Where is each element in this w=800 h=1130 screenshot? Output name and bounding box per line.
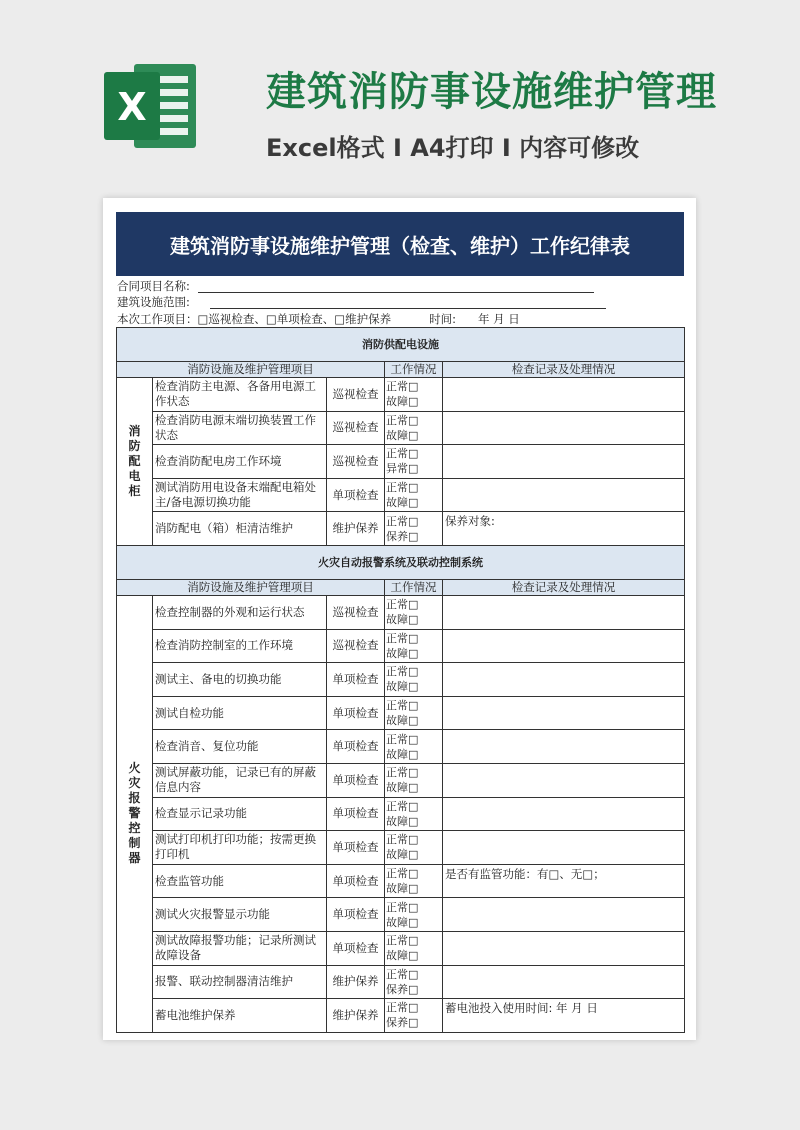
banner-subtitle: Excel格式 I A4打印 I 内容可修改 [266, 134, 640, 162]
check-type-cell: 单项检查 [327, 797, 385, 831]
item-cell: 检查消防主电源、各备用电源工作状态 [153, 378, 327, 412]
status-cell [385, 797, 443, 831]
table-row [117, 763, 685, 797]
check-type-cell: 单项检查 [327, 696, 385, 730]
column-header-row [117, 579, 685, 595]
status-option-2[interactable]: 异常□ [386, 462, 419, 476]
status-option-2[interactable]: 故障□ [386, 680, 419, 694]
item-cell: 测试火灾报警显示功能 [153, 898, 327, 932]
column-header-row [117, 362, 685, 378]
record-cell[interactable] [443, 445, 685, 479]
table-row [117, 595, 685, 629]
status-cell [385, 898, 443, 932]
status-cell [385, 595, 443, 629]
section-header-row [117, 328, 685, 362]
record-cell[interactable] [443, 629, 685, 663]
table-row [117, 512, 685, 546]
item-cell: 检查监管功能 [153, 864, 327, 898]
status-option-1[interactable]: 正常□ [386, 766, 419, 780]
status-option-2[interactable]: 故障□ [386, 613, 419, 627]
status-option-2[interactable]: 故障□ [386, 646, 419, 660]
item-cell: 测试故障报警功能；记录所测试故障设备 [153, 931, 327, 965]
col-header-status: 工作情况 [385, 579, 443, 595]
table-row [117, 411, 685, 445]
item-cell: 检查消防控制室的工作环境 [153, 629, 327, 663]
check-type-cell: 巡视检查 [327, 445, 385, 479]
status-option-1[interactable]: 正常□ [386, 447, 419, 461]
table-row [117, 999, 685, 1033]
status-option-2[interactable]: 故障□ [386, 747, 419, 761]
status-cell [385, 931, 443, 965]
check-type-cell: 巡视检查 [327, 378, 385, 412]
table-row [117, 663, 685, 697]
record-cell[interactable] [443, 797, 685, 831]
item-cell: 测试屏蔽功能，记录已有的屏蔽信息内容 [153, 763, 327, 797]
status-option-1[interactable]: 正常□ [386, 699, 419, 713]
record-cell[interactable] [443, 763, 685, 797]
logo-letter: X [117, 85, 147, 129]
col-header-item: 消防设施及维护管理项目 [117, 362, 385, 378]
check-type-cell: 巡视检查 [327, 595, 385, 629]
status-option-1[interactable]: 正常□ [386, 665, 419, 679]
status-option-2[interactable]: 故障□ [386, 395, 419, 409]
status-cell [385, 999, 443, 1033]
status-cell [385, 965, 443, 999]
section-title: 火灾自动报警系统及联动控制系统 [117, 545, 685, 579]
category-cell [117, 595, 153, 1032]
table-row [117, 797, 685, 831]
record-cell[interactable]: 保养对象: [443, 512, 685, 546]
status-cell [385, 512, 443, 546]
item-cell: 测试消防用电设备末端配电箱处主/备电源切换功能 [153, 478, 327, 512]
record-cell[interactable]: 蓄电池投入使用时间: 年 月 日 [443, 999, 685, 1033]
record-cell[interactable] [443, 478, 685, 512]
check-type-cell: 巡视检查 [327, 629, 385, 663]
status-option-1[interactable]: 正常□ [386, 413, 419, 427]
status-cell [385, 696, 443, 730]
status-option-2[interactable]: 故障□ [386, 915, 419, 929]
table-row [117, 478, 685, 512]
status-option-2[interactable]: 保养□ [386, 529, 419, 543]
check-type-cell: 维护保养 [327, 512, 385, 546]
col-header-status: 工作情况 [385, 362, 443, 378]
status-option-2[interactable]: 故障□ [386, 496, 419, 510]
record-cell[interactable] [443, 411, 685, 445]
contract-label: 合同项目名称: [117, 279, 190, 293]
check-type-cell: 单项检查 [327, 763, 385, 797]
status-option-1[interactable]: 正常□ [386, 967, 419, 981]
item-cell: 消防配电（箱）柜清洁维护 [153, 512, 327, 546]
status-option-2[interactable]: 故障□ [386, 781, 419, 795]
item-cell: 测试自检功能 [153, 696, 327, 730]
record-cell[interactable] [443, 730, 685, 764]
record-cell[interactable] [443, 931, 685, 965]
table-row [117, 931, 685, 965]
status-option-1[interactable]: 正常□ [386, 598, 419, 612]
section-header-row [117, 545, 685, 579]
category-label: 消防配电柜 [128, 423, 141, 498]
table-row [117, 629, 685, 663]
status-cell [385, 864, 443, 898]
status-option-2[interactable]: 故障□ [386, 848, 419, 862]
record-cell[interactable]: 是否有监管功能：有□、无□； [443, 864, 685, 898]
record-cell[interactable] [443, 898, 685, 932]
record-cell[interactable] [443, 378, 685, 412]
table-row [117, 831, 685, 865]
check-type-cell: 单项检查 [327, 478, 385, 512]
inspection-table [116, 327, 685, 1033]
record-cell[interactable] [443, 965, 685, 999]
check-type-cell: 维护保养 [327, 999, 385, 1033]
status-cell [385, 478, 443, 512]
status-option-2[interactable]: 故障□ [386, 949, 419, 963]
table-row [117, 864, 685, 898]
category-label: 火灾报警控制器 [128, 761, 141, 866]
spreadsheet-page [103, 198, 696, 1040]
check-type-cell: 单项检查 [327, 663, 385, 697]
status-option-1[interactable]: 正常□ [386, 934, 419, 948]
item-cell: 检查消音、复位功能 [153, 730, 327, 764]
time-label: 时间: [429, 312, 456, 326]
meta-scope-row [117, 294, 606, 310]
banner-title: 建筑消防事设施维护管理 [266, 69, 717, 115]
time-ymd[interactable]: 年 月 日 [477, 312, 520, 326]
status-option-2[interactable]: 故障□ [386, 428, 419, 442]
scope-field[interactable] [210, 297, 606, 309]
status-cell [385, 831, 443, 865]
col-header-record: 检查记录及处理情况 [443, 579, 685, 595]
record-cell[interactable] [443, 663, 685, 697]
contract-field[interactable] [198, 281, 594, 293]
status-option-1[interactable]: 正常□ [386, 514, 419, 528]
status-cell [385, 629, 443, 663]
scope-label: 建筑设施范围: [117, 295, 190, 309]
status-cell [385, 445, 443, 479]
work-options[interactable]: □巡视检查、□单项检查、□维护保养 [197, 312, 392, 326]
meta-work-row [117, 311, 520, 327]
table-row [117, 378, 685, 412]
item-cell: 检查显示记录功能 [153, 797, 327, 831]
table-row [117, 445, 685, 479]
status-option-2[interactable]: 保养□ [386, 982, 419, 996]
col-header-record: 检查记录及处理情况 [443, 362, 685, 378]
table-row [117, 898, 685, 932]
status-cell [385, 411, 443, 445]
item-cell: 蓄电池维护保养 [153, 999, 327, 1033]
document-title: 建筑消防事设施维护管理（检查、维护）工作纪律表 [116, 212, 684, 276]
item-cell: 检查消防电源末端切换装置工作状态 [153, 411, 327, 445]
status-cell [385, 378, 443, 412]
status-option-2[interactable]: 保养□ [386, 1016, 419, 1030]
table-row [117, 730, 685, 764]
status-option-2[interactable]: 故障□ [386, 714, 419, 728]
table-row [117, 965, 685, 999]
status-cell [385, 663, 443, 697]
item-cell: 检查消防配电房工作环境 [153, 445, 327, 479]
col-header-item: 消防设施及维护管理项目 [117, 579, 385, 595]
check-type-cell: 巡视检查 [327, 411, 385, 445]
status-option-1[interactable]: 正常□ [386, 867, 419, 881]
record-cell[interactable] [443, 595, 685, 629]
item-cell: 测试主、备电的切换功能 [153, 663, 327, 697]
status-cell [385, 763, 443, 797]
status-option-1[interactable]: 正常□ [386, 799, 419, 813]
record-cell[interactable] [443, 696, 685, 730]
item-cell: 检查控制器的外观和运行状态 [153, 595, 327, 629]
status-cell [385, 730, 443, 764]
category-cell [117, 378, 153, 546]
status-option-1[interactable]: 正常□ [386, 631, 419, 645]
excel-logo-icon [100, 58, 200, 154]
status-option-1[interactable]: 正常□ [386, 833, 419, 847]
check-type-cell: 单项检查 [327, 831, 385, 865]
check-type-cell: 维护保养 [327, 965, 385, 999]
promo-header [0, 0, 800, 190]
status-option-2[interactable]: 故障□ [386, 814, 419, 828]
check-type-cell: 单项检查 [327, 931, 385, 965]
status-option-1[interactable]: 正常□ [386, 732, 419, 746]
item-cell: 测试打印机打印功能；按需更换打印机 [153, 831, 327, 865]
table-row [117, 696, 685, 730]
section-title: 消防供配电设施 [117, 328, 685, 362]
check-type-cell: 单项检查 [327, 898, 385, 932]
work-label: 本次工作项目： [117, 312, 198, 326]
record-cell[interactable] [443, 831, 685, 865]
status-option-1[interactable]: 正常□ [386, 380, 419, 394]
check-type-cell: 单项检查 [327, 730, 385, 764]
item-cell: 报警、联动控制器清洁维护 [153, 965, 327, 999]
meta-contract-row [117, 278, 594, 294]
status-option-1[interactable]: 正常□ [386, 1001, 419, 1015]
check-type-cell: 单项检查 [327, 864, 385, 898]
status-option-2[interactable]: 故障□ [386, 882, 419, 896]
status-option-1[interactable]: 正常□ [386, 481, 419, 495]
status-option-1[interactable]: 正常□ [386, 900, 419, 914]
